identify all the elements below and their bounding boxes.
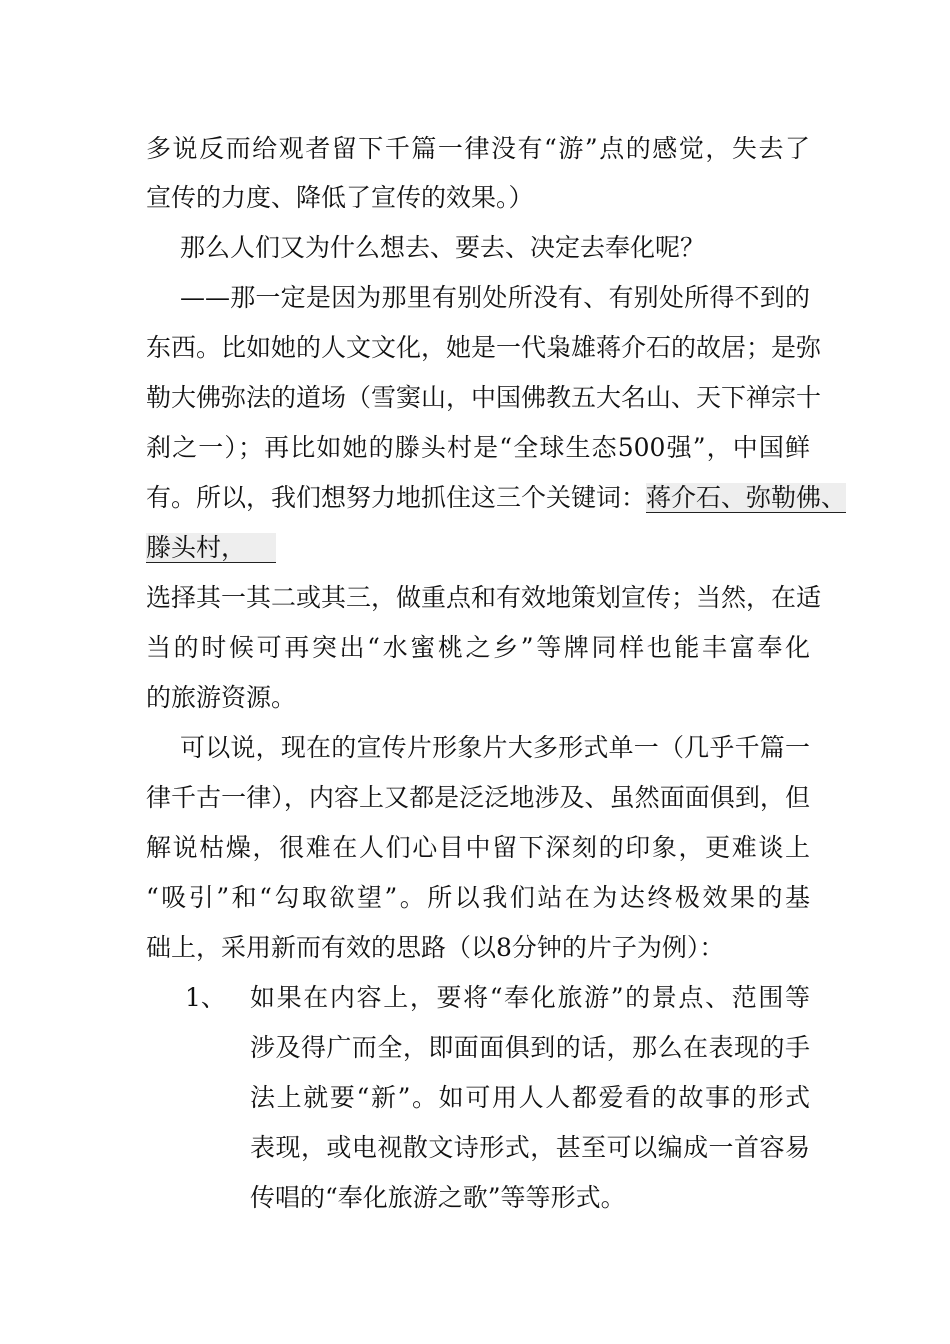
paragraph-4-line-3: 的旅游资源。 [146,683,297,712]
keywords-highlight: 蒋介石、弥勒佛、 [646,483,847,512]
list-item-1-line-5: 传唱的“奉化旅游之歌”等等形式。 [250,1183,626,1212]
paragraph-3-line-4: 刹之一）；再比如她的滕头村是“全球生态500强”，中国鲜 [146,433,810,462]
list-item-1-line-2: 涉及得广而全，即面面俱到的话，那么在表现的手 [250,1033,810,1062]
list-item-1-line-3: 法上就要“新”。如可用人人都爱看的故事的形式 [250,1083,810,1112]
paragraph-1-line-1: 多说反而给观者留下千篇一律没有“游”点的感觉，失去了 [146,134,810,163]
paragraph-3-line-1: ——那一定是因为那里有别处所没有、有别处所得不到的 [180,283,810,312]
list-item-1-number: 1、 [185,983,226,1012]
paragraph-4-line-1: 选择其一其二或其三，做重点和有效地策划宣传；当然，在适 [146,583,822,612]
paragraph-3-line-5-text: 有。所以，我们想努力地抓住这三个关键词： [146,483,647,512]
paragraph-5-line-2: 律千古一律），内容上又都是泛泛地涉及、虽然面面俱到，但 [146,783,810,812]
paragraph-3-line-3: 勒大佛弥法的道场（雪窦山，中国佛教五大名山、天下禅宗十 [146,383,822,412]
paragraph-2-line-1: 那么人们又为什么想去、要去、决定去奉化呢？ [180,233,706,262]
paragraph-5-line-5: 础上，采用新而有效的思路（以8分钟的片子为例）： [146,933,725,962]
paragraph-3-line-6 [146,531,810,565]
list-item-1-line-1: 如果在内容上，要将“奉化旅游”的景点、范围等 [250,983,810,1012]
paragraph-4-line-2: 当的时候可再突出“水蜜桃之乡”等牌同样也能丰富奉化 [146,633,810,662]
paragraph-1-line-2: 宣传的力度、降低了宣传的效果。） [146,183,534,212]
paragraph-5-line-4: “吸引”和“勾取欲望”。所以我们站在为达终极效果的基 [146,883,810,912]
list-item-1-line-4: 表现，或电视散文诗形式，甚至可以编成一首容易 [250,1133,810,1162]
paragraph-5-line-1: 可以说，现在的宣传片形象片大多形式单一（几乎千篇一 [180,733,810,762]
paragraph-3-line-2: 东西。比如她的人文文化，她是一代枭雄蒋介石的故居；是弥 [146,333,822,362]
paragraph-3-line-5 [146,481,847,515]
paragraph-5-line-3: 解说枯燥，很难在人们心目中留下深刻的印象，更难谈上 [146,833,810,862]
keywords-highlight-continued: 滕头村， [146,533,276,563]
